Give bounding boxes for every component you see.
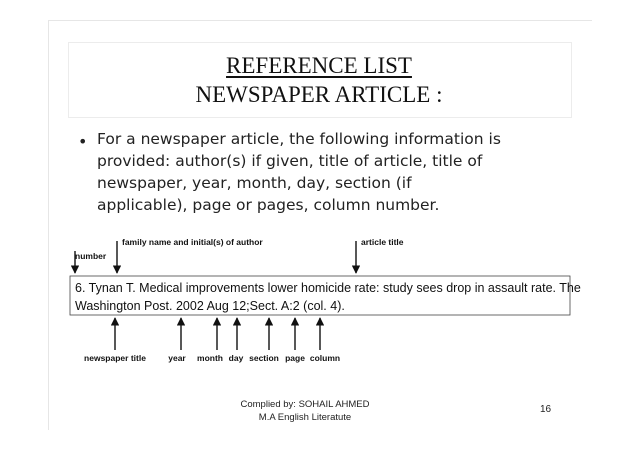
footer-credit [230, 398, 380, 424]
bullet-line: provided: author(s) if given, title of article, title of [97, 152, 483, 170]
label-article-title: article title [361, 237, 404, 247]
credit-line: M.A English Literatute [258, 412, 352, 423]
reference-line-2: Washington Post. 2002 Aug 12;Sect. A:2 (col. 4). [75, 299, 345, 313]
page-number: 16 [540, 404, 552, 415]
label-year: year [168, 353, 186, 363]
label-day: day [228, 353, 244, 363]
bullet-marker: • [78, 132, 88, 151]
bullet-line: applicable), page or pages, column number. [97, 196, 440, 214]
label-author: family name and initial(s) of author [122, 237, 263, 247]
label-page: page [285, 353, 305, 363]
bullet-line: For a newspaper article, the following information is [97, 130, 501, 148]
label-month: month [197, 353, 223, 363]
label-section: section [249, 353, 279, 363]
slide-subtitle: NEWSPAPER ARTICLE : [195, 82, 443, 107]
credit-line: Complied by: SOHAIL AHMED [240, 399, 370, 410]
reference-line-1: 6. Tynan T. Medical improvements lower homicide rate: study sees drop in assault rate. The [75, 281, 581, 295]
label-number: number [75, 251, 107, 261]
slide-title: REFERENCE LIST [226, 53, 412, 78]
bullet-line: newspaper, year, month, day, section (if [97, 174, 412, 192]
label-newspaper-title: newspaper title [84, 353, 146, 363]
label-column: column [309, 353, 341, 363]
